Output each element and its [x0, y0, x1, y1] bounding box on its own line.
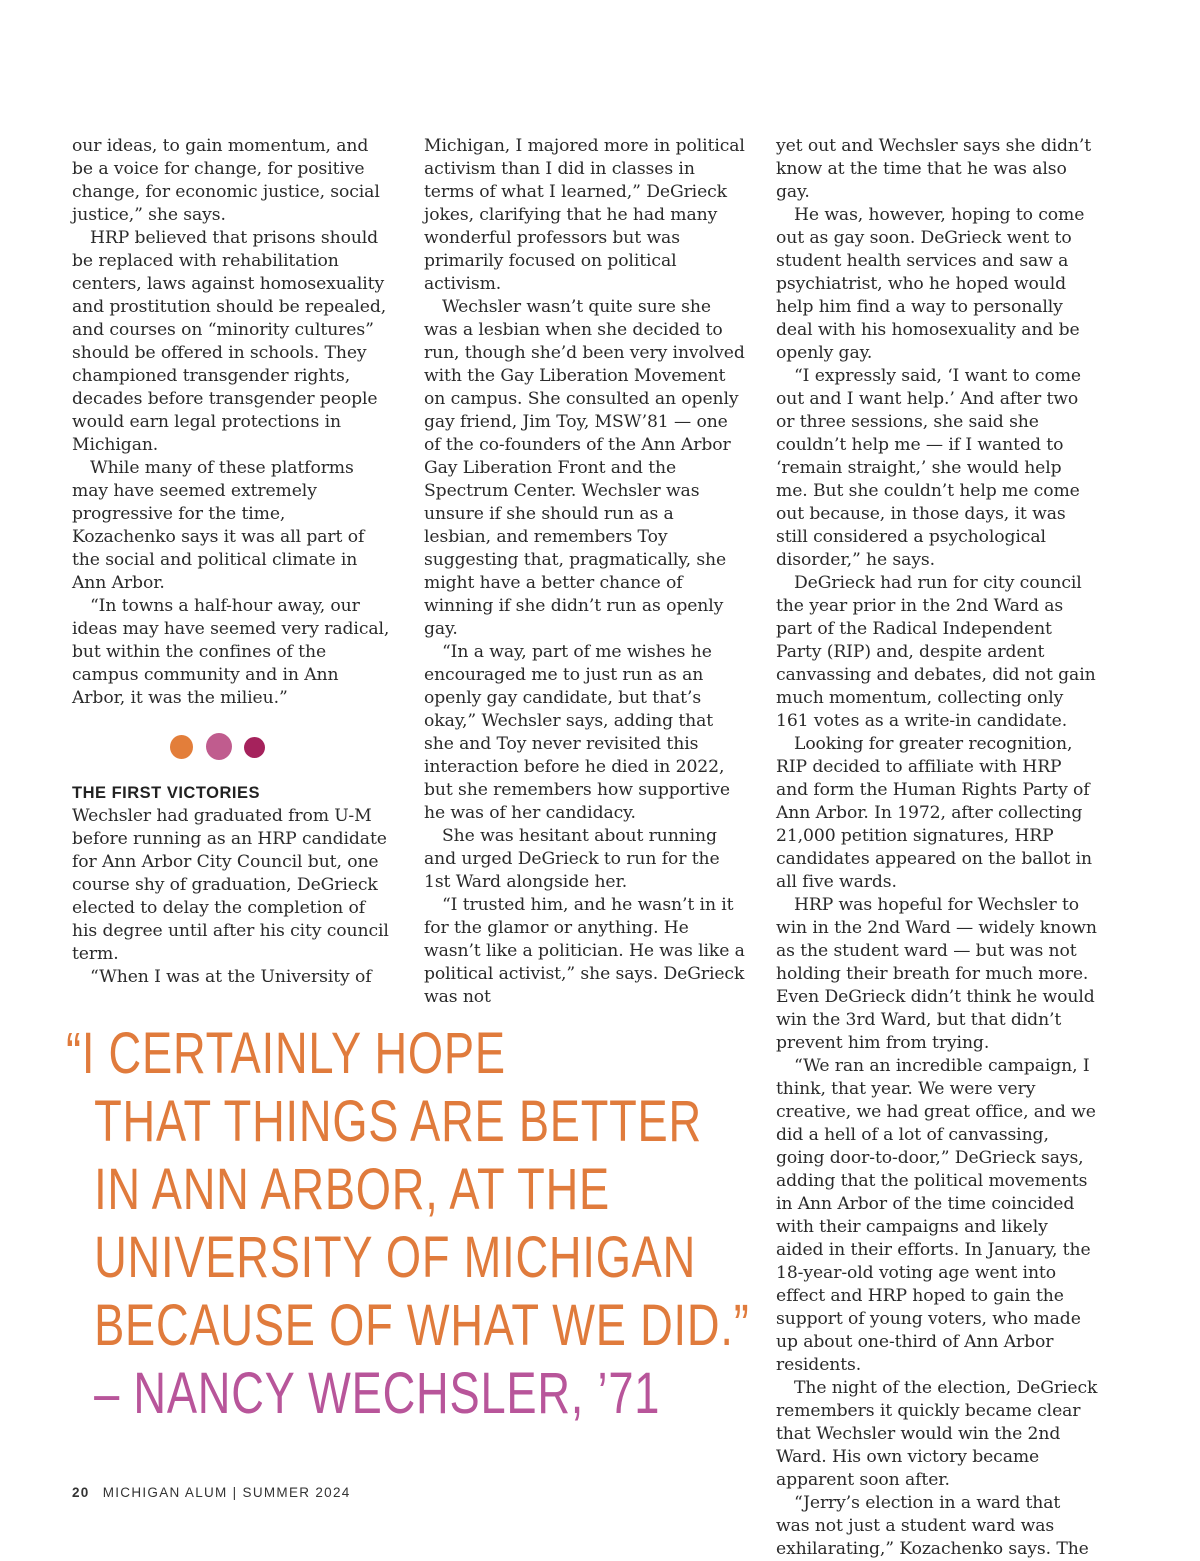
paragraph: While many of these platforms may have seemed extremely progressive for the time, Kozachenko says it was all part of the social and political climate in Ann Arbor.	[72, 458, 365, 593]
article-column-1	[72, 135, 394, 989]
paragraph: DeGrieck had run for city council the year prior in the 2nd Ward as part of the Radical Independent Party (RIP) and, despite ardent canvassing and debates, did not gain much momentum, collecting only 161 votes as a write-in candidate.	[776, 573, 1096, 731]
paragraph: Looking for greater recognition, RIP decided to affiliate with HRP and form the Human Rights Party of Ann Arbor. In 1972, after collecting 21,000 petition signatures, HRP candidates appeared on the ballot in all five wards.	[776, 734, 1092, 892]
publication-info: MICHIGAN ALUM | SUMMER 2024	[102, 1485, 351, 1500]
pull-quote-line: IN ANN ARBOR, AT THE	[94, 1157, 610, 1222]
article-column-3	[776, 135, 1098, 1561]
paragraph: Wechsler wasn’t quite sure she was a lesbian when she decided to run, though she’d been very involved with the Gay Liberation Movement on campus. She consulted an openly gay friend, Jim Toy, MSW’81 — one of the co-founders of the Ann Arbor Gay Liberation Front and the Spectrum Center. Wechsler was unsure if she should run as a lesbian, and remembers Toy suggesting that, pragmatically, she might have a better chance of winning if she didn’t run as openly gay.	[424, 297, 745, 639]
section-heading: THE FIRST VICTORIES	[72, 784, 260, 802]
paragraph: Wechsler had graduated from U-M before running as an HRP candidate for Ann Arbor City Council but, one course shy of graduation, DeGrieck elected to delay the completion of his degree until after his city council term.	[72, 806, 389, 964]
page-footer	[72, 1485, 351, 1500]
magenta-dot-icon	[244, 737, 265, 758]
pull-quote-line: UNIVERSITY OF MICHIGAN	[94, 1225, 697, 1290]
paragraph: He was, however, hoping to come out as gay soon. DeGrieck went to student health services and saw a psychiatrist, who he hoped would help him find a way to personally deal with his homosexuality and be openly gay.	[776, 205, 1085, 363]
pull-quote-line: BECAUSE OF WHAT WE DID.”	[94, 1293, 750, 1358]
article-column-2	[424, 135, 746, 1009]
pull-quote-line: “I CERTAINLY HOPE	[66, 1021, 506, 1086]
paragraph: “Jerry’s election in a ward that was not just a student ward was exhilarating,” Kozachenko says. The	[776, 1493, 1089, 1559]
paragraph: “I trusted him, and he wasn’t in it for the glamor or anything. He wasn’t like a politician. He was like a political activist,” she says. DeGrieck was not	[424, 895, 745, 1007]
pull-quote	[66, 1020, 750, 1428]
paragraph: “When I was at the University of	[90, 967, 372, 987]
pull-quote-line: THAT THINGS ARE BETTER	[94, 1089, 702, 1154]
paragraph: HRP was hopeful for Wechsler to win in the 2nd Ward — widely known as the student ward — but was not holding their breath for much more. Even DeGrieck didn’t think he would win the 3rd Ward, but that didn’t prevent him from trying.	[776, 895, 1097, 1053]
paragraph: HRP believed that prisons should be replaced with rehabilitation centers, laws against homosexuality and prostitution should be repealed, and courses on “minority cultures” should be offered in schools. They championed transgender rights, decades before transgender people would earn legal protections in Michigan.	[72, 228, 387, 455]
paragraph: “In towns a half-hour away, our ideas may have seemed very radical, but within the confines of the campus community and in Ann Arbor, it was the milieu.”	[72, 596, 390, 708]
paragraph: Michigan, I majored more in political activism than I did in classes in terms of what I learned,” DeGrieck jokes, clarifying that he had many wonderful professors but was primarily focused on political activism.	[424, 136, 745, 294]
paragraph: yet out and Wechsler says she didn’t know at the time that he was also gay.	[776, 136, 1092, 202]
pink-dot-icon	[206, 733, 232, 760]
paragraph: our ideas, to gain momentum, and be a voice for change, for positive change, for economic justice, social justice,” she says.	[72, 136, 380, 225]
paragraph: “We ran an incredible campaign, I think, that year. We were very creative, we had great office, and we did a hell of a lot of canvassing, going door-to-door,” DeGrieck says, adding that the political movements in Ann Arbor of the time coincided with their campaigns and likely aided in their efforts. In January, the 18-year-old voting age went into effect and HRP hoped to gain the support of young voters, who made up about one-third of Ann Arbor residents.	[776, 1056, 1096, 1375]
section-divider-dots	[72, 732, 394, 758]
paragraph: The night of the election, DeGrieck remembers it quickly became clear that Wechsler would win the 2nd Ward. His own victory became apparent soon after.	[776, 1378, 1098, 1490]
paragraph: She was hesitant about running and urged DeGrieck to run for the 1st Ward alongside her.	[424, 826, 720, 892]
page-number: 20	[72, 1485, 90, 1500]
paragraph: “I expressly said, ‘I want to come out and I want help.’ And after two or three sessions, she said she couldn’t help me — if I wanted to ‘remain straight,’ she would help me. But she couldn’t help me come out because, in those days, it was still considered a psychological disorder,” he says.	[776, 366, 1081, 570]
pull-quote-attribution: – NANCY WECHSLER, ’71	[94, 1361, 661, 1426]
paragraph: “In a way, part of me wishes he encouraged me to just run as an openly gay candidate, but that’s okay,” Wechsler says, adding that she and Toy never revisited this interaction before he died in 2022, but she remembers how supportive he was of her candidacy.	[424, 642, 730, 823]
orange-dot-icon	[170, 735, 193, 759]
